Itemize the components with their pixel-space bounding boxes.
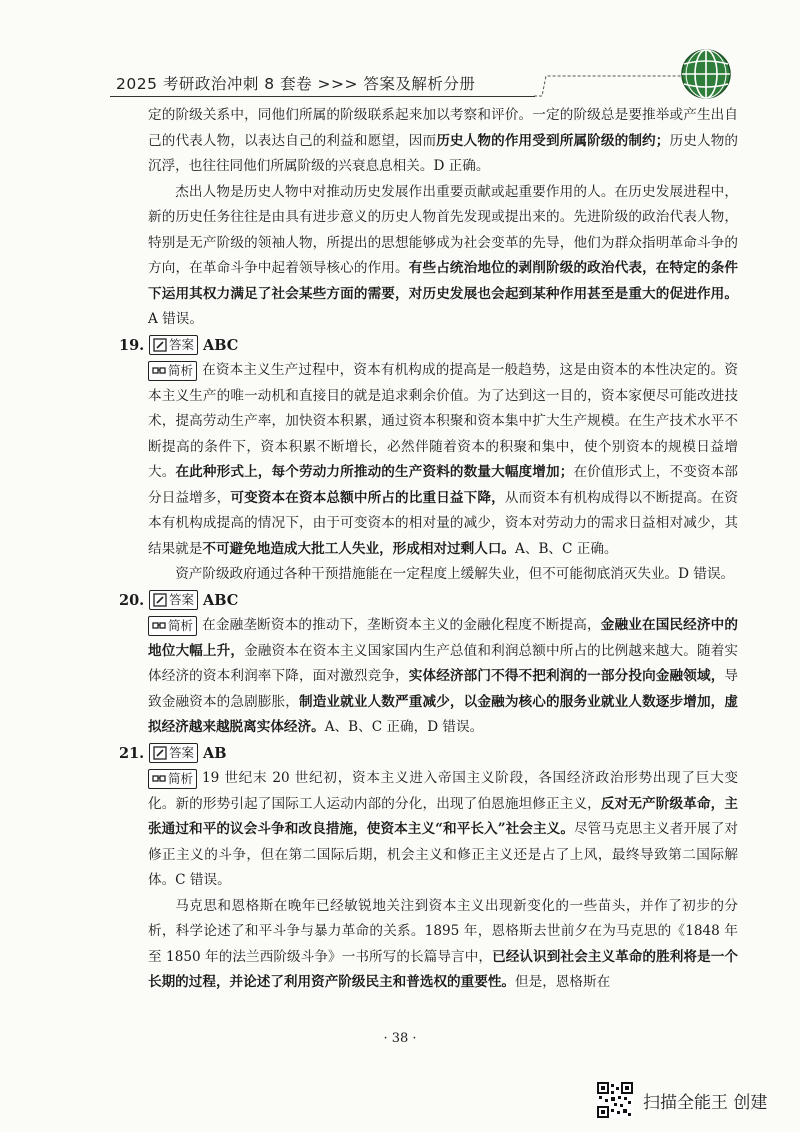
analysis-tag-label: 简析 <box>168 617 194 633</box>
scanner-watermark <box>597 1082 787 1118</box>
emphasized-text: 有些占统治地位的剥削阶级的政治代表，在特定的条件下运用其权力满足了社会某些方面的需要，对历史发展也会起到某种作用甚至是重大的促进作用。 <box>148 260 739 302</box>
header-title: 2025 考研政治冲刺 8 套卷 >>> 答案及解析分册 <box>116 75 476 93</box>
body-text: 资产阶级政府通过各种干预措施能在一定程度上缓解失业，但不可能彻底消灭失业。D 错误。 <box>175 566 735 582</box>
glasses-icon <box>152 364 166 378</box>
body-text: 定的阶级关系中，同他们所属的阶级联系起来加以考察和评价。一定的阶级总是要推举或产生出自己的代表人物，以表达自己的利益和愿望，因而 <box>148 107 738 149</box>
body-text: A 错误。 <box>148 311 203 327</box>
emphasized-text: 已经认识到社会主义革命的胜利将是一个长期的过程，并论述了利用资产阶级民主和普选权的重要性。 <box>148 948 738 990</box>
body-text: 19 世纪末 20 世纪初，资本主义进入帝国主义阶段，各国经济政治形势出现了巨大变化。新的形势引起了国际工人运动内部的分化，出现了伯恩施坦修正主义， <box>148 770 738 812</box>
answer-value: ABC <box>203 336 239 354</box>
analysis-tag <box>148 361 197 381</box>
question-20 <box>119 588 739 741</box>
intro-paragraph-2 <box>148 180 738 333</box>
answer-tag <box>149 590 198 610</box>
glasses-icon <box>152 772 166 786</box>
body-text: A、B、C 正确。 <box>515 540 618 557</box>
analysis-tag-label: 简析 <box>168 770 194 786</box>
analysis-text <box>148 362 738 557</box>
answer-tag-label: 答案 <box>169 337 195 353</box>
analysis-tag-label: 简析 <box>168 362 194 378</box>
body-text: 杰出人物是历史人物中对推动历史发展作出重要贡献或起重要作用的人。在历史发展进程中，新的历史任务往往是由具有进步意义的历史人物首先发现或提出来的。先进阶级的政治代表人物，特别是无产阶级的领袖人物，所提出的思想能够成为社会变革的先导，他们为群众指明革命斗争的方向，在革命斗争中起着领导核心的作用。 <box>148 183 738 276</box>
question-21 <box>119 741 738 996</box>
pencil-icon <box>153 593 167 607</box>
watermark-text: 扫描全能王 创建 <box>643 1093 768 1113</box>
emphasized-text: 可变资本在资本总额中所占的比重日益下降， <box>230 489 505 506</box>
body-text: A、B、C 正确，D 错误。 <box>324 719 484 735</box>
question-number: 21. <box>119 744 145 762</box>
body-text: 尽管马克思主义者开展了对修正主义的斗争，但在第二国际后期，机会主义和修正主义还是占了上风，最终导致第二国际解体。C 错误。 <box>148 821 738 888</box>
document-body <box>119 103 739 996</box>
answer-tag <box>149 335 198 355</box>
body-text: 马克思和恩格斯在晚年已经敏锐地关注到资本主义出现新变化的一些苗头，并作了初步的分析，科学论述了和平斗争与暴力革命的关系。1895 年，恩格斯去世前夕在为马克思的《1848 年至 1850 年的法兰西阶级斗争》一书所写的长篇导言中， <box>148 897 738 965</box>
emphasized-text: 不可避免地造成大批工人失业，形成相对过剩人口。 <box>202 540 516 557</box>
analysis-text <box>148 617 738 735</box>
pencil-icon <box>153 746 167 760</box>
body-text: 历史人物的沉浮，也往往同他们所属阶级的兴衰息息相关。D 正确。 <box>148 132 739 174</box>
analysis-paragraph <box>148 766 738 894</box>
question-number: 19. <box>119 336 145 354</box>
answer-row <box>119 741 738 767</box>
qr-code-icon <box>597 1082 633 1118</box>
emphasized-text: 实体经济部门不得不把利润的一部分投向金融领域， <box>408 668 725 684</box>
answer-value: ABC <box>203 591 239 609</box>
analysis-tag <box>148 616 197 636</box>
header-rule <box>110 96 535 97</box>
analysis-paragraph <box>148 358 738 562</box>
emphasized-text: 反对无产阶级革命，主张通过和平的议会斗争和改良措施，使资本主义“和平长入”社会主义。 <box>148 795 738 837</box>
emphasized-text: 在此种形式上，每个劳动力所推动的生产资料的数量大幅度增加； <box>175 464 574 480</box>
emphasized-text: 制造业就业人数严重减少，以金融为核心的服务业就业人数逐步增加，虚拟经济越来越脱离实体经济。 <box>148 693 739 735</box>
analysis-paragraph-2 <box>148 894 738 996</box>
analysis-tag <box>148 769 197 789</box>
body-text: 导致金融资本的急剧膨胀， <box>148 668 739 710</box>
answer-row <box>119 333 738 359</box>
analysis-paragraph <box>148 613 738 741</box>
glasses-icon <box>152 619 166 633</box>
emphasized-text: 历史人物的作用受到所属阶级的制约； <box>436 132 670 149</box>
pencil-icon <box>153 338 167 352</box>
analysis-text <box>148 770 738 888</box>
analysis-paragraph-2 <box>148 562 738 588</box>
answer-value: AB <box>203 744 227 762</box>
page-number: · 38 · <box>383 1031 417 1046</box>
body-text: 金融资本在资本主义国家国内生产总值和利润总额中所占的比例越来越大。随着实体经济的资本利润率下降，面对激烈竞争， <box>148 642 739 684</box>
intro-paragraph-1 <box>148 103 738 180</box>
globe-logo-icon <box>680 48 732 100</box>
body-text: 但是，恩格斯在 <box>515 974 611 990</box>
body-text: 在金融垄断资本的推动下，垄断资本主义的金融化程度不断提高， <box>202 617 601 633</box>
page-header <box>0 0 800 100</box>
answer-row <box>119 588 738 614</box>
answer-tag-label: 答案 <box>169 745 195 761</box>
body-text: 在价值形式上，不变资本部分日益增多， <box>148 464 739 506</box>
body-text: 从而资本有机构成得以不断提高。在资本有机构成提高的情况下，由于可变资本的相对量的减少，资本对劳动力的需求日益相对减少，其结果就是 <box>148 489 739 557</box>
body-text: 在资本主义生产过程中，资本有机构成的提高是一般趋势，这是由资本的本性决定的。资本主义生产的唯一动机和直接目的就是追求剩余价值。为了达到这一目的，资本家便尽可能改进技术，提高劳动生产率，加快资本积累，通过资本积聚和资本集中扩大生产规模。在生产技术水平不断提高的条件下，资本积累不断增长，必然伴随着资本的积聚和集中，使个别资本的规模日益增大。 <box>148 362 738 480</box>
answer-tag-label: 答案 <box>169 592 195 608</box>
answer-tag <box>149 743 198 763</box>
header-decoration-line <box>534 72 689 100</box>
question-number: 20. <box>119 591 145 609</box>
question-19 <box>119 333 739 588</box>
emphasized-text: 金融业在国民经济中的地位大幅上升， <box>148 617 739 659</box>
